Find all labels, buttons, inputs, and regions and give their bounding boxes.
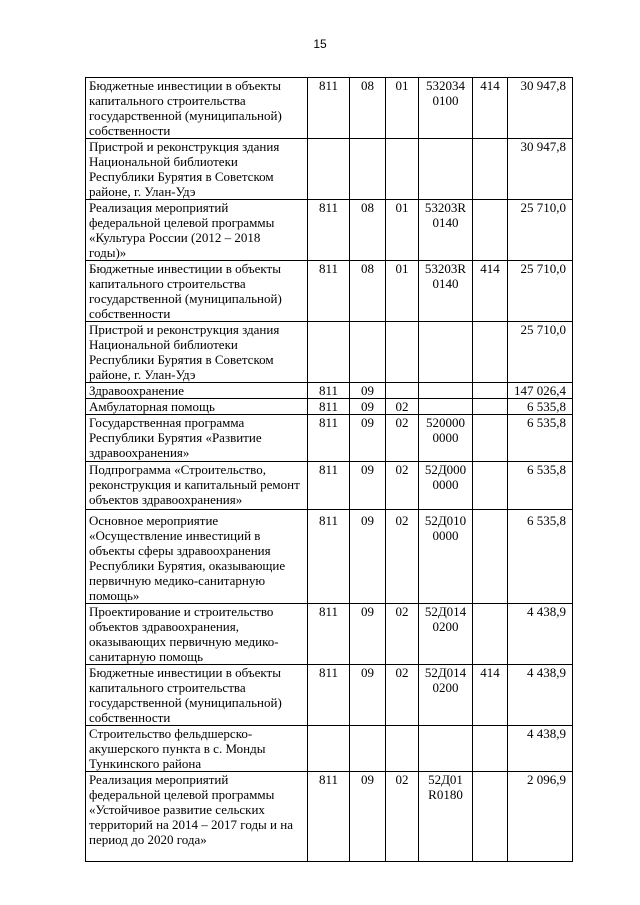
expense-type-code: 414: [473, 665, 508, 726]
ministry-code: [308, 139, 350, 200]
section-code: 09: [350, 462, 386, 510]
item-name: Реализация мероприятий федеральной целевой программы «Культура России (2012 – 2018 годы)»: [86, 200, 308, 261]
subsection-code: 01: [386, 200, 419, 261]
expense-type-code: 414: [473, 261, 508, 322]
amount-cell: 6 535,8: [508, 415, 573, 462]
subsection-code: 01: [386, 261, 419, 322]
expense-type-code: [473, 200, 508, 261]
expense-type-code: [473, 510, 508, 604]
table-row: [86, 462, 573, 510]
target-code: 53203R 0140: [419, 200, 473, 261]
amount-cell: 4 438,9: [508, 726, 573, 772]
section-code: 08: [350, 200, 386, 261]
amount-cell: 25 710,0: [508, 261, 573, 322]
amount-cell: 4 438,9: [508, 665, 573, 726]
ministry-code: 811: [308, 462, 350, 510]
amount-cell: 30 947,8: [508, 139, 573, 200]
section-code: [350, 726, 386, 772]
section-code: [350, 139, 386, 200]
section-code: 09: [350, 383, 386, 399]
table-row: [86, 139, 573, 200]
target-code: 520000 0000: [419, 415, 473, 462]
ministry-code: 811: [308, 383, 350, 399]
expense-type-code: [473, 726, 508, 772]
expense-type-code: [473, 383, 508, 399]
subsection-code: 02: [386, 462, 419, 510]
table-row: [86, 726, 573, 772]
page-number: 15: [313, 37, 327, 51]
table-row: [86, 604, 573, 665]
ministry-code: 811: [308, 415, 350, 462]
table-row: [86, 200, 573, 261]
section-code: 09: [350, 399, 386, 415]
subsection-code: [386, 322, 419, 383]
item-name: Бюджетные инвестиции в объекты капитального строительства государственной (муниципальной) собственности: [86, 665, 308, 726]
item-name: Реализация мероприятий федеральной целевой программы «Устойчивое развитие сельских территорий на 2014 – 2017 годы и на период до 2020 года»: [86, 772, 308, 862]
subsection-code: 02: [386, 510, 419, 604]
section-code: 09: [350, 415, 386, 462]
table-row: [86, 510, 573, 604]
table-row: [86, 415, 573, 462]
target-code: 53203R 0140: [419, 261, 473, 322]
budget-table: [85, 77, 573, 862]
ministry-code: 811: [308, 200, 350, 261]
ministry-code: 811: [308, 399, 350, 415]
target-code: 52Д014 0200: [419, 604, 473, 665]
table-row: [86, 383, 573, 399]
section-code: 09: [350, 665, 386, 726]
target-code: [419, 399, 473, 415]
table-row: [86, 78, 573, 139]
expense-type-code: [473, 139, 508, 200]
ministry-code: 811: [308, 78, 350, 139]
subsection-code: [386, 726, 419, 772]
expense-type-code: [473, 415, 508, 462]
target-code: 52Д01 R0180: [419, 772, 473, 862]
item-name: Строительство фельдшерско- акушерского пункта в с. Монды Тункинского района: [86, 726, 308, 772]
section-code: 09: [350, 510, 386, 604]
section-code: 09: [350, 604, 386, 665]
table-row: [86, 261, 573, 322]
expense-type-code: [473, 772, 508, 862]
item-name: Основное мероприятие «Осуществление инвестиций в объекты сферы здравоохранения Республики Бурятия, оказывающие первичную медико-санитарную помощь»: [86, 510, 308, 604]
amount-cell: 25 710,0: [508, 200, 573, 261]
table-row: [86, 399, 573, 415]
item-name: Пристрой и реконструкция здания Национальной библиотеки Республики Бурятия в Советском районе, г. Улан-Удэ: [86, 139, 308, 200]
section-code: 09: [350, 772, 386, 862]
amount-cell: 6 535,8: [508, 462, 573, 510]
amount-cell: 4 438,9: [508, 604, 573, 665]
subsection-code: 02: [386, 415, 419, 462]
amount-cell: 30 947,8: [508, 78, 573, 139]
item-name: Проектирование и строительство объектов здравоохранения, оказывающих первичную медико- санитарную помощь: [86, 604, 308, 665]
item-name: Подпрограмма «Строительство, реконструкция и капитальный ремонт объектов здравоохранения»: [86, 462, 308, 510]
expense-type-code: [473, 462, 508, 510]
target-code: 52Д010 0000: [419, 510, 473, 604]
ministry-code: 811: [308, 772, 350, 862]
amount-cell: 25 710,0: [508, 322, 573, 383]
section-code: 08: [350, 261, 386, 322]
target-code: 52Д000 0000: [419, 462, 473, 510]
item-name: Пристрой и реконструкция здания Национальной библиотеки Республики Бурятия в Советском районе, г. Улан-Удэ: [86, 322, 308, 383]
ministry-code: 811: [308, 510, 350, 604]
ministry-code: 811: [308, 665, 350, 726]
expense-type-code: [473, 322, 508, 383]
amount-cell: 6 535,8: [508, 399, 573, 415]
ministry-code: [308, 322, 350, 383]
subsection-code: 02: [386, 399, 419, 415]
subsection-code: [386, 139, 419, 200]
item-name: Бюджетные инвестиции в объекты капитального строительства государственной (муниципальной) собственности: [86, 261, 308, 322]
amount-cell: 6 535,8: [508, 510, 573, 604]
target-code: 532034 0100: [419, 78, 473, 139]
item-name: Бюджетные инвестиции в объекты капитального строительства государственной (муниципальной) собственности: [86, 78, 308, 139]
ministry-code: 811: [308, 604, 350, 665]
section-code: [350, 322, 386, 383]
subsection-code: 02: [386, 604, 419, 665]
target-code: 52Д014 0200: [419, 665, 473, 726]
amount-cell: 2 096,9: [508, 772, 573, 862]
item-name: Здравоохранение: [86, 383, 308, 399]
target-code: [419, 726, 473, 772]
amount-cell: 147 026,4: [508, 383, 573, 399]
subsection-code: 02: [386, 665, 419, 726]
item-name: Амбулаторная помощь: [86, 399, 308, 415]
expense-type-code: [473, 399, 508, 415]
item-name: Государственная программа Республики Бурятия «Развитие здравоохранения»: [86, 415, 308, 462]
ministry-code: 811: [308, 261, 350, 322]
target-code: [419, 383, 473, 399]
subsection-code: 01: [386, 78, 419, 139]
subsection-code: 02: [386, 772, 419, 862]
section-code: 08: [350, 78, 386, 139]
table-row: [86, 665, 573, 726]
expense-type-code: [473, 604, 508, 665]
table-row: [86, 772, 573, 862]
ministry-code: [308, 726, 350, 772]
target-code: [419, 139, 473, 200]
expense-type-code: 414: [473, 78, 508, 139]
subsection-code: [386, 383, 419, 399]
target-code: [419, 322, 473, 383]
table-row: [86, 322, 573, 383]
